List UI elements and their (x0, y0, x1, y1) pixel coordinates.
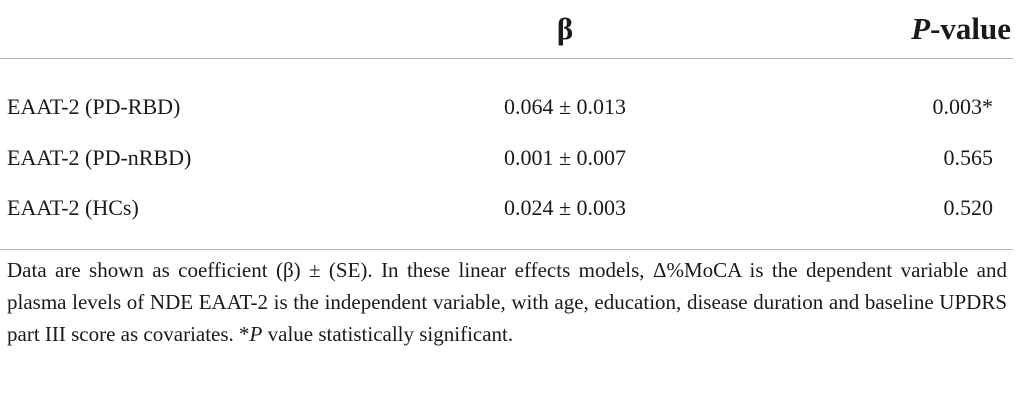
table-header-row (0, 0, 1013, 59)
row-p-value: 0.565 (943, 145, 993, 170)
header-p-value (750, 0, 1013, 59)
row-label: EAAT-2 (PD-nRBD) (7, 145, 192, 170)
table-row (0, 133, 1013, 183)
table-row (0, 183, 1013, 250)
table-footnote (7, 254, 1007, 350)
row-p-value: 0.003* (932, 94, 993, 119)
footnote-p-letter: P (249, 322, 263, 346)
row-p-value: 0.520 (750, 183, 1013, 250)
footnote-main: Data are shown as coefficient (β) ± (SE). In these linear effects models, Δ%MoCA is the dependent variable and plasma levels of NDE EAAT-2 is the independent variable, with age, education, disease duration and baseline UPDRS part III score as covariates. * (7, 258, 1007, 346)
header-label (0, 0, 380, 59)
header-p-rest: -value (930, 11, 1011, 46)
header-beta: β (380, 0, 750, 59)
row-label: EAAT-2 (PD-RBD) (7, 94, 181, 119)
row-beta: 0.024 ± 0.003 (380, 183, 750, 250)
row-beta: 0.064 ± 0.013 (503, 94, 627, 119)
table-row (0, 59, 1013, 134)
footnote-tail: value statistically significant. (262, 322, 514, 346)
row-label: EAAT-2 (HCs) (0, 183, 380, 250)
header-p-letter: P (911, 11, 931, 46)
row-beta: 0.001 ± 0.007 (503, 145, 627, 170)
